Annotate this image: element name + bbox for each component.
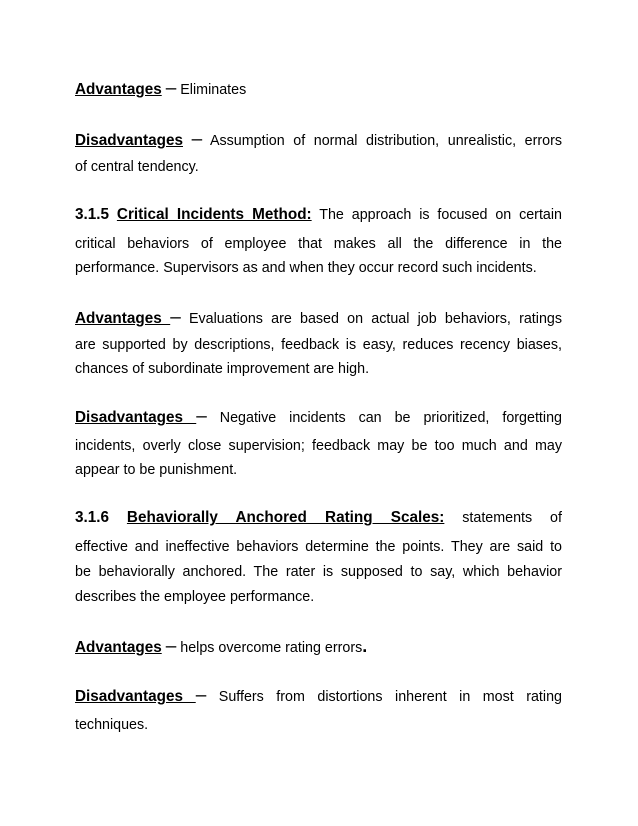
bars-text-1: statements of bbox=[462, 510, 562, 526]
advantages-eliminates bbox=[75, 78, 562, 100]
disadvantages-bars-line-1 bbox=[75, 685, 562, 707]
dash: – bbox=[165, 636, 177, 657]
disadvantages-critical-text-1: Negative incidents can be prioritized, forgetting bbox=[219, 410, 562, 426]
dash: – bbox=[165, 78, 177, 99]
critical-incidents-text-1: The approach is focused on certain bbox=[319, 207, 562, 223]
disadvantages-critical-line-1 bbox=[75, 406, 562, 428]
bars-line-3: be behaviorally anchored. The rater is supposed to say, which behavior bbox=[75, 564, 562, 580]
bars-line-4: describes the employee performance. bbox=[75, 589, 315, 605]
advantages-bars-text: helps overcome rating errors bbox=[180, 640, 363, 656]
bars-line-2: effective and ineffective behaviors determine the points. They are said to bbox=[75, 539, 562, 555]
disadvantages-heading: Disadvantages bbox=[75, 132, 183, 149]
dash: – bbox=[195, 685, 207, 706]
disadvantages-critical bbox=[75, 406, 562, 478]
period: . bbox=[362, 636, 368, 656]
advantages-critical-line-2: are supported by descriptions, feedback is easy, reduces recency biases, bbox=[75, 337, 562, 353]
advantages-critical-line-1 bbox=[75, 307, 562, 329]
critical-incidents-section bbox=[75, 206, 562, 276]
disadvantages-text-1: Assumption of normal distribution, unrealistic, errors bbox=[209, 133, 562, 149]
bars-line-1 bbox=[75, 509, 562, 527]
disadvantages-critical-line-2: incidents, overly close supervision; feedback may be too much and may bbox=[75, 438, 562, 454]
advantages-critical bbox=[75, 307, 562, 377]
section-number: 3.1.5 bbox=[75, 206, 110, 223]
disadvantages-distribution bbox=[75, 129, 562, 175]
disadvantages-line-1 bbox=[75, 129, 562, 151]
bars-section bbox=[75, 509, 562, 605]
disadvantages-line-2: of central tendency. bbox=[75, 159, 199, 175]
disadvantages-bars-text-1: Suffers from distortions inherent in most rating bbox=[218, 689, 562, 705]
bars-heading: Behaviorally Anchored Rating Scales: bbox=[126, 509, 445, 526]
critical-incidents-heading: Critical Incidents Method: bbox=[116, 206, 312, 223]
advantages-text: Eliminates bbox=[180, 82, 247, 98]
advantages-critical-text-1: Evaluations are based on actual job behaviors, ratings bbox=[189, 311, 562, 327]
dash: – bbox=[170, 307, 181, 328]
dash: – bbox=[191, 129, 203, 150]
advantages-critical-line-3: chances of subordinate improvement are high. bbox=[75, 361, 370, 377]
advantages-bars bbox=[75, 636, 562, 658]
disadvantages-critical-line-3: appear to be punishment. bbox=[75, 462, 238, 478]
disadvantages-heading: Disadvantages bbox=[75, 688, 196, 705]
disadvantages-bars-line-2: techniques. bbox=[75, 717, 149, 733]
advantages-heading: Advantages bbox=[75, 310, 171, 327]
dash: – bbox=[196, 406, 207, 427]
advantages-heading: Advantages bbox=[75, 639, 162, 656]
section-number: 3.1.6 bbox=[75, 509, 110, 526]
critical-incidents-line-2: critical behaviors of employee that makes all the difference in the bbox=[75, 236, 562, 252]
advantages-heading: Advantages bbox=[75, 81, 162, 98]
disadvantages-heading: Disadvantages bbox=[75, 409, 197, 426]
critical-incidents-line-1 bbox=[75, 206, 562, 224]
critical-incidents-line-3: performance. Supervisors as and when they occur record such incidents. bbox=[75, 260, 537, 276]
disadvantages-bars bbox=[75, 685, 562, 733]
